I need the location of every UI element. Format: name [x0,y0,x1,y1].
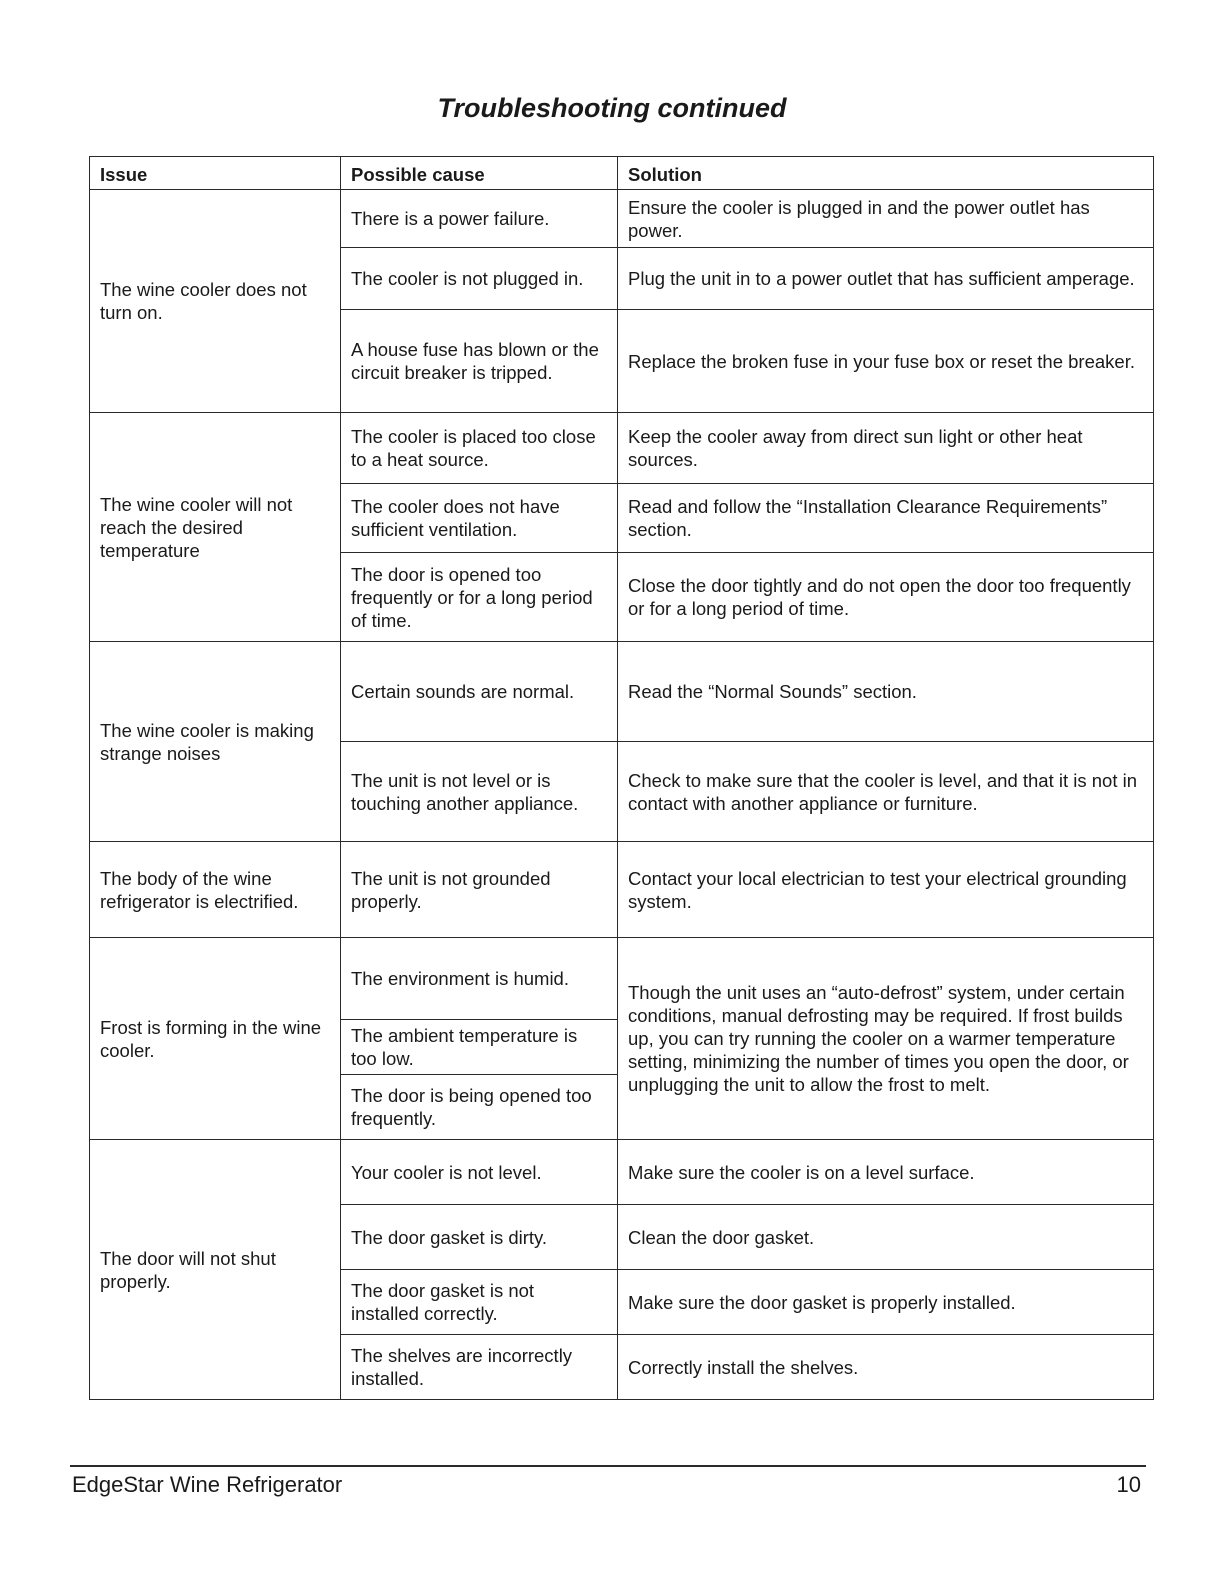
issue-cell: The wine cooler is making strange noises [90,642,341,842]
solution-cell: Read the “Normal Sounds” section. [618,642,1154,742]
header-solution: Solution [618,157,1154,190]
footer-page-number: 10 [1116,1472,1141,1497]
footer-product-name: EdgeStar Wine Refrigerator [72,1472,343,1497]
solution-cell: Replace the broken fuse in your fuse box or reset the breaker. [618,310,1154,413]
solution-cell: Make sure the cooler is on a level surface. [618,1140,1154,1205]
cause-cell: There is a power failure. [341,190,618,248]
solution-cell: Read and follow the “Installation Clearance Requirements” section. [618,484,1154,553]
cause-cell: A house fuse has blown or the circuit breaker is tripped. [341,310,618,413]
issue-cell: The body of the wine refrigerator is electrified. [90,842,341,938]
issue-cell: The wine cooler does not turn on. [90,190,341,413]
cause-cell: The door is being opened too frequently. [341,1075,618,1140]
header-possible-cause: Possible cause [341,157,618,190]
cause-cell: The cooler does not have sufficient ventilation. [341,484,618,553]
cause-cell: The shelves are incorrectly installed. [341,1335,618,1400]
footer-divider [70,1465,1146,1467]
cause-cell: Certain sounds are normal. [341,642,618,742]
cause-cell: The door gasket is dirty. [341,1205,618,1270]
cause-cell: The environment is humid. [341,938,618,1020]
table-row [90,842,1154,938]
cause-cell: Your cooler is not level. [341,1140,618,1205]
header-issue: Issue [90,157,341,190]
table-row [90,413,1154,484]
table-row [90,1140,1154,1205]
solution-cell: Check to make sure that the cooler is level, and that it is not in contact with another appliance or furniture. [618,742,1154,842]
cause-cell: The ambient temperature is too low. [341,1020,618,1075]
solution-cell: Make sure the door gasket is properly installed. [618,1270,1154,1335]
troubleshooting-table [89,156,1154,1400]
solution-cell: Correctly install the shelves. [618,1335,1154,1400]
solution-cell: Ensure the cooler is plugged in and the power outlet has power. [618,190,1154,248]
cause-cell: The door is opened too frequently or for a long period of time. [341,553,618,642]
table-row [90,938,1154,1020]
issue-cell: The wine cooler will not reach the desired temperature [90,413,341,642]
solution-cell: Keep the cooler away from direct sun light or other heat sources. [618,413,1154,484]
table-row [90,190,1154,248]
cause-cell: The cooler is not plugged in. [341,248,618,310]
issue-cell: The door will not shut properly. [90,1140,341,1400]
solution-cell: Close the door tightly and do not open the door too frequently or for a long period of time. [618,553,1154,642]
solution-cell: Clean the door gasket. [618,1205,1154,1270]
table-row [90,642,1154,742]
solution-cell: Plug the unit in to a power outlet that has sufficient amperage. [618,248,1154,310]
solution-cell: Contact your local electrician to test your electrical grounding system. [618,842,1154,938]
cause-cell: The unit is not grounded properly. [341,842,618,938]
issue-cell: Frost is forming in the wine cooler. [90,938,341,1140]
cause-cell: The unit is not level or is touching another appliance. [341,742,618,842]
table-header-row [90,157,1154,190]
solution-cell: Though the unit uses an “auto-defrost” system, under certain conditions, manual defrosting may be required. If frost builds up, you can try running the cooler on a warmer temperature setting, minimizing the number of times you open the door, or unplugging the unit to allow the frost to melt. [618,938,1154,1140]
cause-cell: The door gasket is not installed correctly. [341,1270,618,1335]
page-title: Troubleshooting continued [437,93,787,123]
cause-cell: The cooler is placed too close to a heat source. [341,413,618,484]
